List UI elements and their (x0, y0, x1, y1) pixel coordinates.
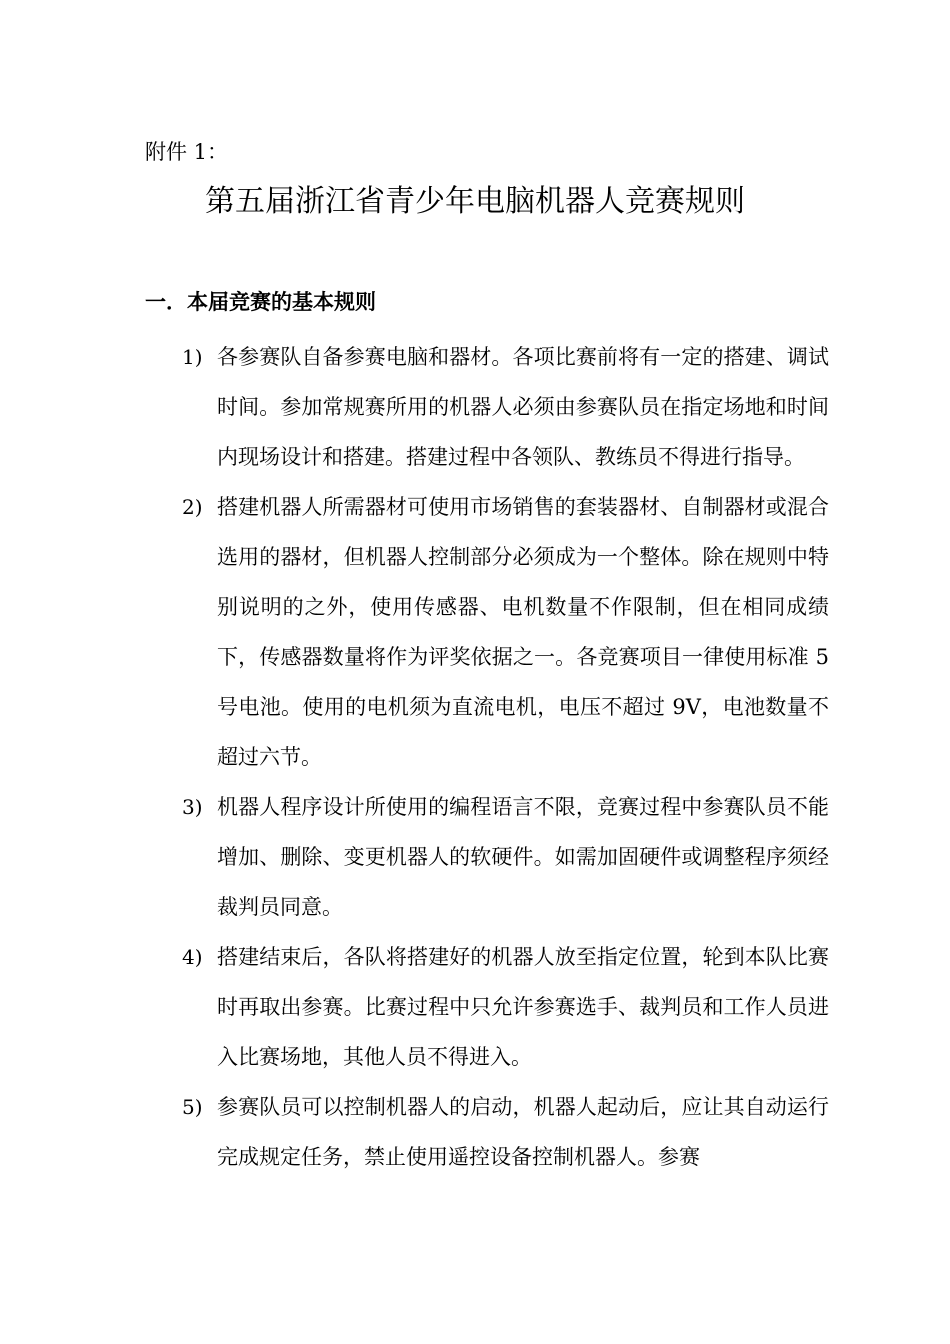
rule-text: 机器人程序设计所使用的编程语言不限，竞赛过程中参赛队员不能增加、删除、变更机器人的软硬件。如需加固硬件或调整程序须经裁判员同意。 (217, 795, 829, 919)
rules-list (182, 332, 832, 1182)
rule-text: 搭建结束后，各队将搭建好的机器人放至指定位置，轮到本队比赛时再取出参赛。比赛过程中只允许参赛选手、裁判员和工作人员进入比赛场地，其他人员不得进入。 (217, 945, 829, 1069)
rule-text: 参赛队员可以控制机器人的启动，机器人起动后，应让其自动运行完成规定任务，禁止使用遥控设备控制机器人。参赛 (217, 1095, 829, 1169)
rule-item-3 (182, 782, 832, 932)
attachment-label: 附件 1： (145, 140, 229, 164)
rule-number: 1) (182, 345, 203, 369)
rule-text: 各参赛队自备参赛电脑和器材。各项比赛前将有一定的搭建、调试时间。参加常规赛所用的机器人必须由参赛队员在指定场地和时间内现场设计和搭建。搭建过程中各领队、教练员不得进行指导。 (217, 345, 829, 469)
section-heading: 一．本届竞赛的基本规则 (145, 290, 376, 314)
rule-item-2 (182, 482, 832, 782)
rule-item-1 (182, 332, 832, 482)
document-title: 第五届浙江省青少年电脑机器人竞赛规则 (205, 184, 745, 219)
rule-number: 2) (182, 495, 203, 519)
rule-item-5 (182, 1082, 832, 1182)
rule-number: 4) (182, 945, 203, 969)
rule-text: 搭建机器人所需器材可使用市场销售的套装器材、自制器材或混合选用的器材，但机器人控制部分必须成为一个整体。除在规则中特别说明的之外，使用传感器、电机数量不作限制，但在相同成绩下，传感器数量将作为评奖依据之一。各竞赛项目一律使用标准 5 号电池。使用的电机须为直流电机，电压不超过 9V，电池数量不超过六节。 (217, 495, 829, 769)
rule-number: 5) (182, 1095, 203, 1119)
rule-number: 3) (182, 795, 203, 819)
rule-item-4 (182, 932, 832, 1082)
